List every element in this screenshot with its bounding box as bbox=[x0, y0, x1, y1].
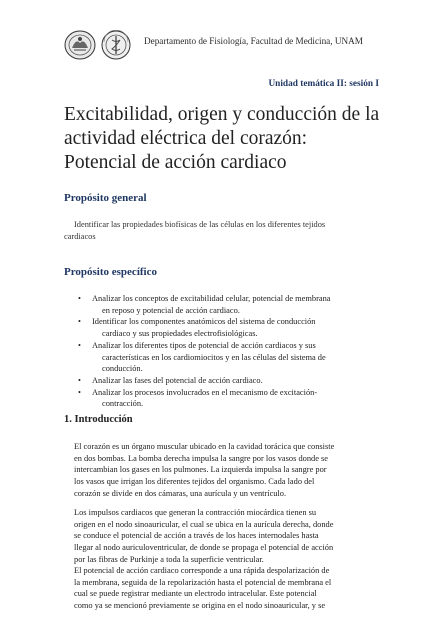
paragraph-line: en dos bombas. La bomba derecha impulsa la sangre por los vasos donde se bbox=[74, 453, 328, 463]
paragraph-line: por las fibras de Purkinje a toda la superficie ventricular. bbox=[74, 554, 264, 564]
section-heading-proposito-general: Propósito general bbox=[64, 192, 147, 204]
title-line: Potencial de acción cardiaco bbox=[64, 152, 287, 173]
list-item-line: características en los cardiomiocitos y en las células del sistema de bbox=[102, 352, 326, 362]
logos bbox=[64, 28, 138, 62]
paragraph-line: como ya se mencionó previamente se origina en el nodo sinoauricular, y se bbox=[74, 601, 326, 611]
paragraph-line: cual se puede registrar mediante un electrodo intracelular. Este potencial bbox=[74, 589, 317, 599]
paragraph-line: Los impulsos cardiacos que generan la contracción miocárdica tienen su bbox=[74, 508, 317, 517]
list-item-line: Analizar los conceptos de excitabilidad celular, potencial de membrana bbox=[92, 294, 331, 303]
unit-label: Unidad temática II: sesión I bbox=[268, 79, 379, 89]
list-item bbox=[78, 375, 354, 387]
bullet-icon: • bbox=[78, 294, 81, 303]
paragraph-line: corazón se divide en dos cámaras, una aurícula y un ventrículo. bbox=[74, 488, 287, 498]
list-item-line: Analizar los procesos involucrados en el mecanismo de excitación- bbox=[92, 387, 318, 397]
paragraph-line: intercambian los gases en los pulmones. La izquierda impulsa la sangre por bbox=[74, 465, 327, 475]
paragraph-line: llegar al nodo auriculoventricular, de donde se propaga el potencial de acción bbox=[74, 543, 334, 553]
bullet-icon: • bbox=[78, 317, 81, 327]
paragraph-line: El potencial de acción cardiaco corresponde a una rápida despolarización de bbox=[74, 566, 330, 575]
list-item-line: Identificar los componentes anatómicos del sistema de conducción bbox=[92, 317, 316, 327]
page-title bbox=[64, 103, 384, 175]
list-item-line: contracción. bbox=[102, 399, 144, 409]
text-line: Identificar las propiedades biofísicas de las células en los diferentes tejidos bbox=[74, 220, 326, 229]
list-item-line: conducción. bbox=[102, 364, 143, 374]
list-item bbox=[78, 387, 354, 410]
objectives-list bbox=[78, 293, 354, 410]
section-heading-introduccion: 1. Introducción bbox=[64, 414, 133, 425]
bullet-icon: • bbox=[78, 387, 81, 397]
list-item-line: cardiaco y sus propiedades electrofisiológicas. bbox=[102, 329, 258, 339]
list-item-line: Analizar los diferentes tipos de potencial de acción cardiacos y sus bbox=[92, 340, 316, 350]
unam-seal-logo bbox=[64, 30, 96, 60]
paragraph-line: la membrana, seguida de la repolarización hasta el potencial de membrana el bbox=[74, 577, 332, 587]
list-item-line: en reposo y potencial de acción cardiaco. bbox=[102, 305, 240, 315]
title-line: actividad eléctrica del corazón: bbox=[64, 128, 308, 149]
paragraph-line: El corazón es un órgano muscular ubicado en la cavidad torácica que consiste bbox=[74, 442, 335, 451]
list-item bbox=[78, 340, 354, 375]
list-item bbox=[78, 293, 354, 316]
list-item bbox=[78, 316, 354, 339]
list-item-line: Analizar las fases del potencial de acción cardiaco. bbox=[92, 375, 263, 385]
document-header bbox=[64, 28, 404, 62]
paragraph-line: origen en el nodo sinoauricular, el cual se ubica en la aurícula derecha, donde bbox=[74, 519, 334, 529]
paragraph-line: los vasos que irrigan los diferentes tejidos del organismo. Cada lado del bbox=[74, 477, 315, 487]
section-heading-proposito-especifico: Propósito específico bbox=[64, 266, 157, 278]
paragraph bbox=[74, 441, 360, 500]
paragraph-line: se conduce el potencial de acción a través de los haces internodales hasta bbox=[74, 531, 319, 541]
department-name: Departamento de Fisiología, Facultad de Medicina, UNAM bbox=[144, 36, 363, 46]
title-line: Excitabilidad, origen y conducción de la bbox=[64, 104, 380, 125]
proposito-general-text bbox=[64, 219, 374, 242]
paragraph bbox=[74, 507, 360, 566]
bullet-icon: • bbox=[78, 375, 81, 385]
bullet-icon: • bbox=[78, 340, 81, 350]
paragraph bbox=[74, 565, 360, 612]
facultad-medicina-logo bbox=[100, 30, 132, 60]
text-line: cardiacos bbox=[64, 231, 96, 241]
